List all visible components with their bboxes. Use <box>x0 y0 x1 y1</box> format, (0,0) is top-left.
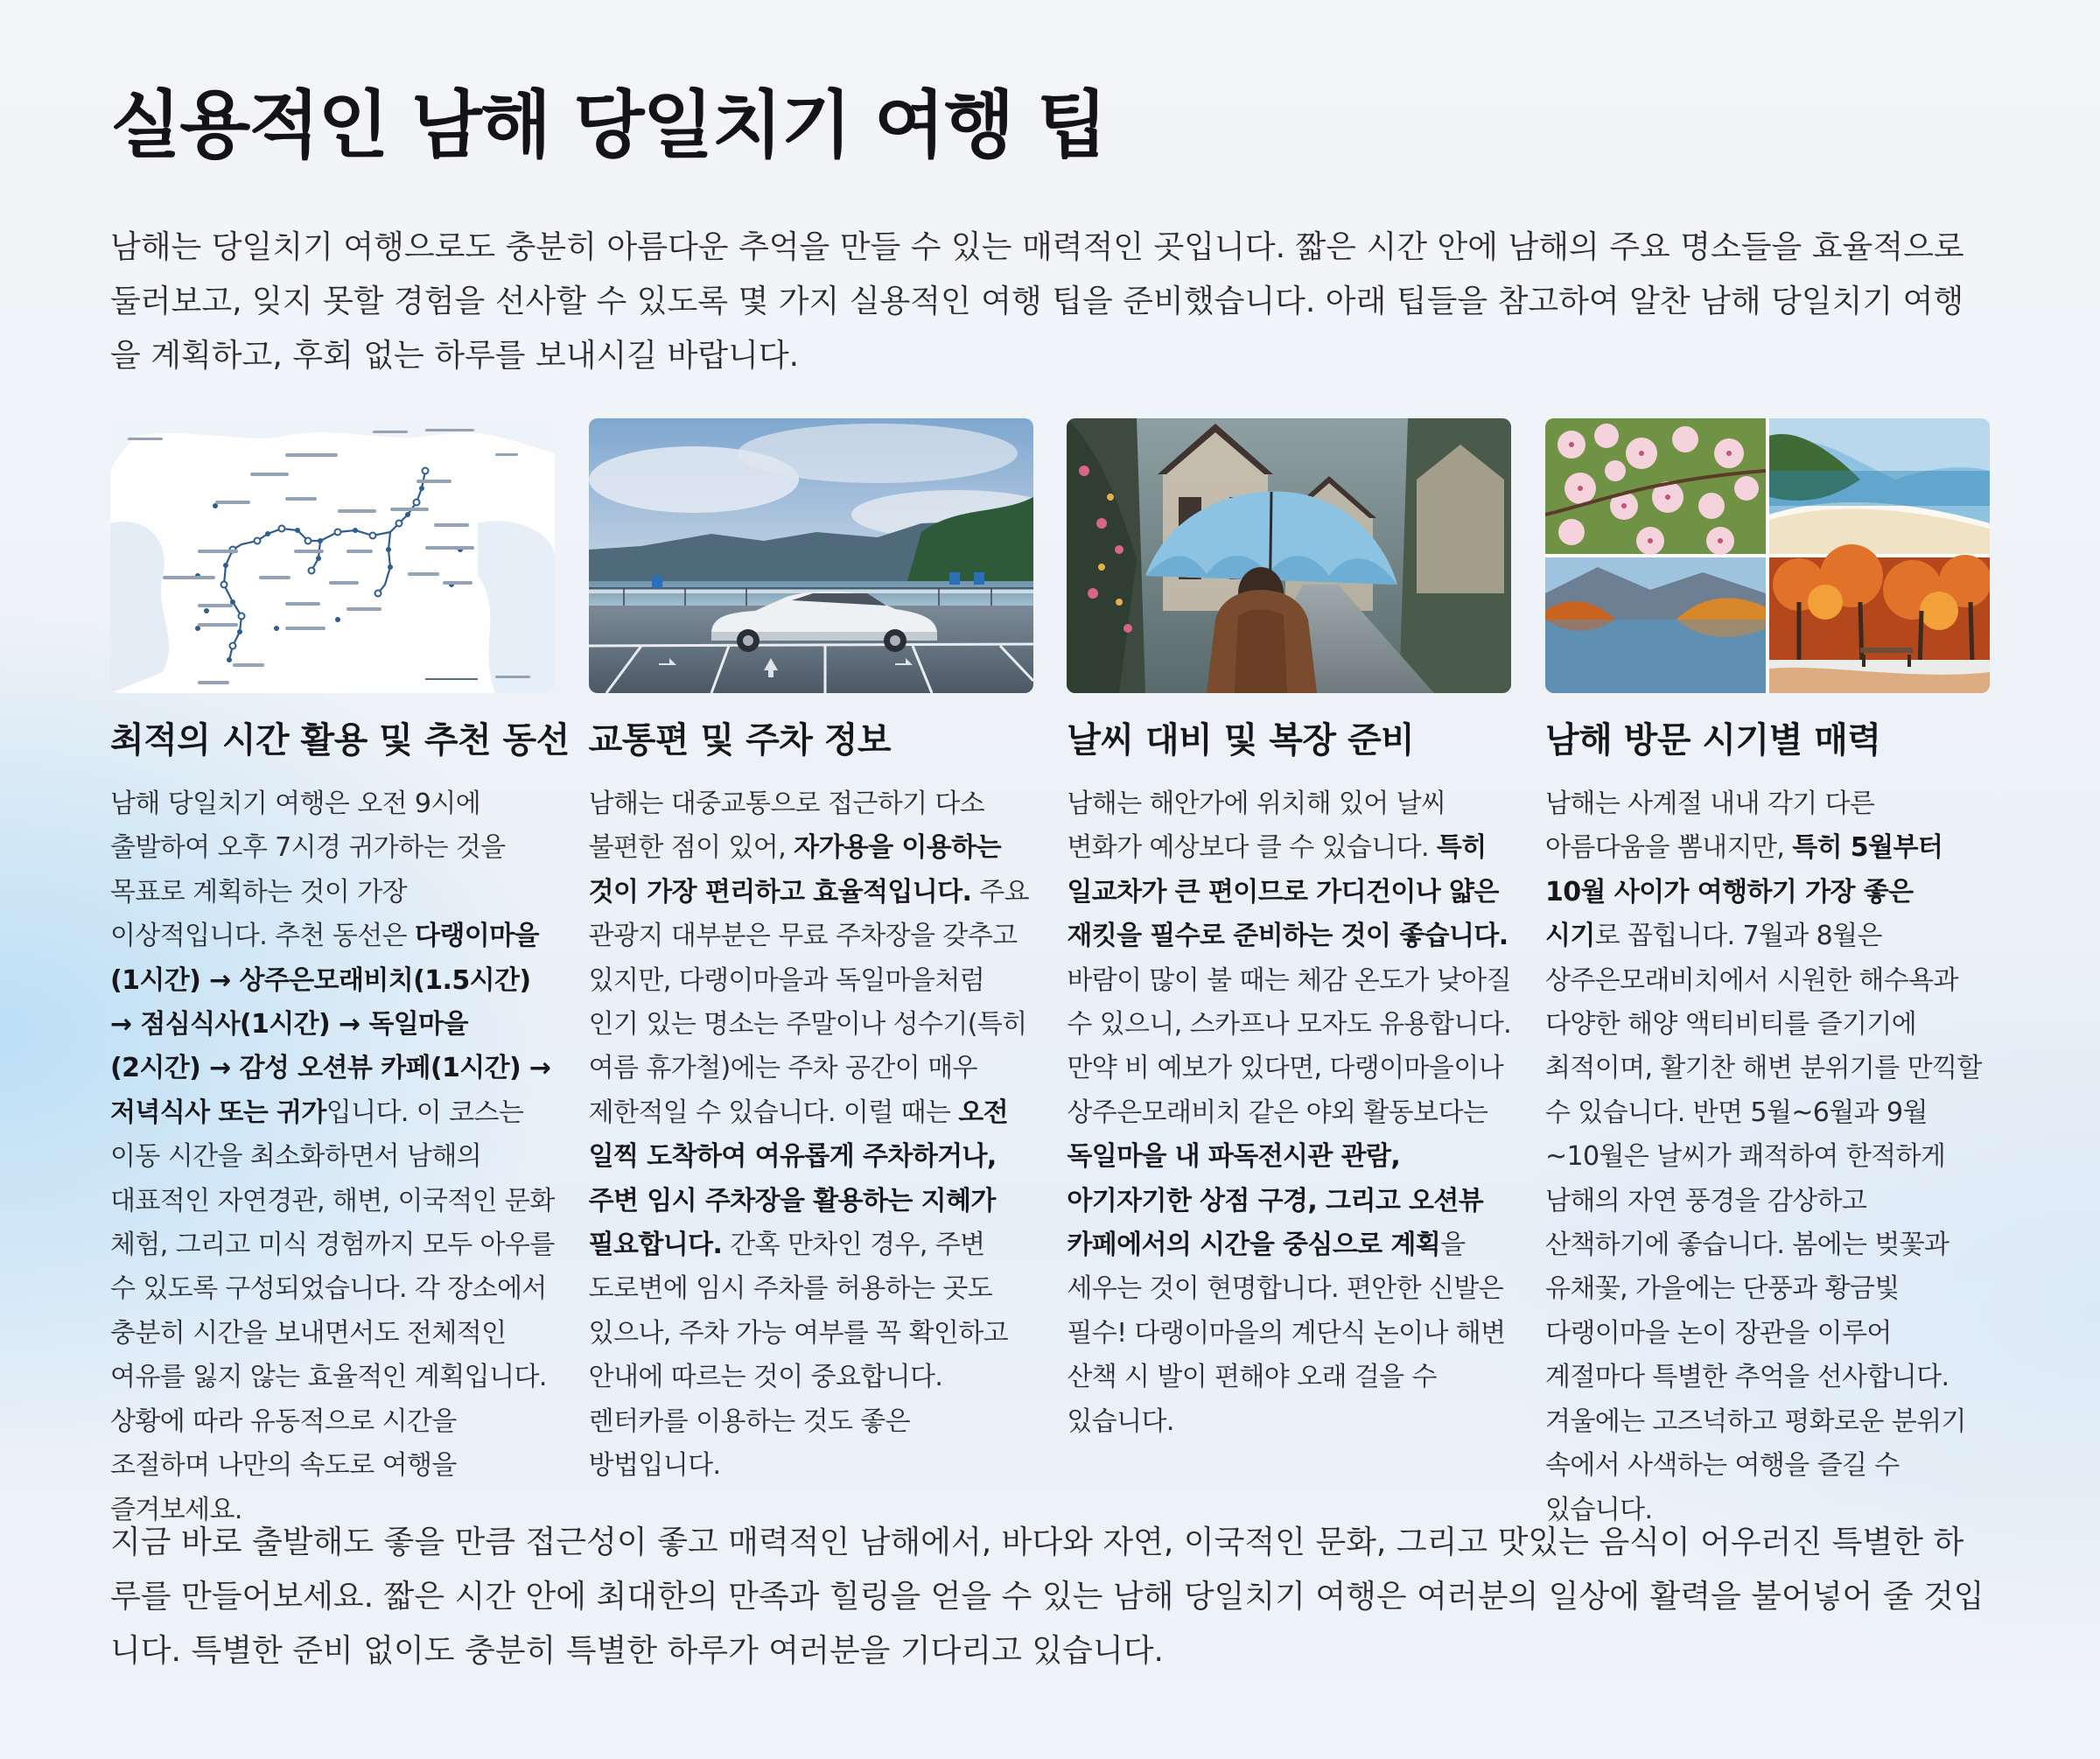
tip-body <box>589 782 1033 1489</box>
tip-heading: 최적의 시간 활용 및 추천 동선 <box>110 720 570 760</box>
tips-cards <box>110 418 1990 1532</box>
emphasis-text: 자가용을 이용하는 것이 가장 편리하고 효율적입니다. <box>588 832 1001 908</box>
emphasis-text: 다랭이마을(1시간) → 상주은모래비치(1.5시간) → 점심식사(1시간) → 독일마을(2시간) → 감성 오션뷰 카페(1시간) → 저녁식사 또는 귀가 <box>110 921 551 1128</box>
emphasis-text: 특히 일교차가 큰 편이므로 가디건이나 얇은 재킷을 필수로 준비하는 것이 좋습니다. <box>1067 832 1508 952</box>
tip-card-transport <box>589 418 1033 1532</box>
tip-card-route <box>110 418 570 1532</box>
emphasis-text: 독일마을 내 파독전시관 관람, 아기자기한 상점 구경, 그리고 오션뷰 카페에서의 시간을 중심으로 계획 <box>1067 1141 1484 1261</box>
page-title: 실용적인 남해 당일치기 여행 팁 <box>110 82 1106 168</box>
four-seasons-collage-image <box>1545 418 1990 693</box>
tip-heading: 교통편 및 주차 정보 <box>588 720 892 760</box>
body-text: 주요 관광지 대부분은 무료 주차장을 갖추고 있지만, 다랭이마을과 독일마을처럼 인기 있는 명소는 주말이나 성수기(특히 여름 휴가철)에는 주차 공간이 매우 제한적일 수 있습니다. 이럴 때는 <box>588 876 1030 1128</box>
body-text: 로 꼽힙니다. 7월과 8월은 상주은모래비치에서 시원한 해수욕과 다양한 해양 액티비티를 즐기기에 최적이며, 활기찬 해변 분위기를 만끽할 수 있습니다. 반면 5월~6월과 9월~10월은 날씨가 쾌적하여 한적하게 남해의 자연 풍경을 감상하고 산책하기에 좋습니다. 봄에는 벚꽃과 유채꽃, 가을에는 단풍과 황금빛 다랭이마을 논이 장관을 이루어 계절마다 특별한 추억을 선사합니다. 겨울에는 고즈넉하고 평화로운 분위기 속에서 사색하는 여행을 즐길 수 있습니다. <box>1544 921 1982 1525</box>
body-text: 간혹 만차인 경우, 주변 도로변에 임시 주차를 허용하는 곳도 있으나, 주차 가능 여부를 꼭 확인하고 안내에 따르는 것이 중요합니다. 렌터카를 이용하는 것도 좋은 방법입니다. <box>588 1230 1008 1482</box>
route-map-image <box>110 418 555 693</box>
outro-paragraph: 지금 바로 출발해도 좋을 만큼 접근성이 좋고 매력적인 남해에서, 바다와 자연, 이국적인 문화, 그리고 맛있는 음식이 어우러진 특별한 하루를 만들어보세요. 짧은 시간 안에 최대한의 만족과 힐링을 얻을 수 있는 남해 당일치기 여행은 여러분의 일상에 활력을 불어넣어 줄 것입니다. 특별한 준비 없이도 충분히 특별한 하루가 여러분을 기다리고 있습니다. <box>110 1524 1984 1669</box>
tip-card-seasons <box>1545 418 1990 1532</box>
tip-body <box>110 782 555 1532</box>
parked-car-image <box>589 418 1033 693</box>
body-text: 남해는 해안가에 위치해 있어 날씨 변화가 예상보다 클 수 있습니다. <box>1067 788 1446 864</box>
tip-body <box>1545 782 1990 1532</box>
body-text: 바람이 많이 불 때는 체감 온도가 낮아질 수 있으니, 스카프나 모자도 유용합니다. 만약 비 예보가 있다면, 다랭이마을이나 상주은모래비치 같은 야외 활동보다는 <box>1067 964 1512 1128</box>
parked-car-photo <box>589 418 1033 693</box>
body-text: 남해 당일치기 여행은 오전 9시에 출발하여 오후 7시경 귀가하는 것을 목표로 계획하는 것이 가장 이상적입니다. 추천 동선은 <box>110 788 506 952</box>
umbrella-street-image <box>1067 418 1511 693</box>
intro-paragraph: 남해는 당일치기 여행으로도 충분히 아름다운 추억을 만들 수 있는 매력적인 곳입니다. 짧은 시간 안에 남해의 주요 명소들을 효율적으로 둘러보고, 잊지 못할 경험을 선사할 수 있도록 몇 가지 실용적인 여행 팁을 준비했습니다. 아래 팁들을 참고하여 알찬 남해 당일치기 여행을 계획하고, 후회 없는 하루를 보내시길 바랍니다. <box>110 229 1964 374</box>
tip-heading: 남해 방문 시기별 매력 <box>1544 720 1881 760</box>
body-text: 남해는 사계절 내내 각기 다른 아름다움을 뽐내지만, <box>1544 788 1875 864</box>
route-map-illustration <box>110 418 555 693</box>
autumn-park-tile <box>1769 544 1990 693</box>
body-text: 입니다. 이 코스는 이동 시간을 최소화하면서 남해의 대표적인 자연경관, 해변, 이국적인 문화 체험, 그리고 미식 경험까지 모두 아우를 수 있도록 구성되었습니다. 각 장소에서 충분히 시간을 보내면서도 전체적인 여유를 잃지 않는 효율적인 계획입니다. 상황에 따라 유동적으로 시간을 조절하며 나만의 속도로 여행을 즐겨보세요. <box>110 1097 555 1525</box>
tip-card-weather <box>1067 418 1511 1532</box>
body-text: 남해는 대중교통으로 접근하기 다소 불편한 점이 있어, <box>588 788 985 864</box>
body-text: 을 세우는 것이 현명합니다. 편안한 신발은 필수! 다랭이마을의 계단식 논이나 해변 산책 시 발이 편해야 오래 걸을 수 있습니다. <box>1067 1230 1506 1437</box>
summer-beach-tile <box>1769 418 1990 554</box>
autumn-lake-tile <box>1545 557 1766 693</box>
emphasis-text: 특히 5월부터 10월 사이가 여행하기 가장 좋은 시기 <box>1544 832 1943 952</box>
four-seasons-collage <box>1545 418 1990 693</box>
tip-heading: 날씨 대비 및 복장 준비 <box>1067 720 1415 760</box>
spring-blossoms-tile <box>1545 418 1766 555</box>
tip-body <box>1067 782 1511 1444</box>
umbrella-street-photo <box>1067 418 1511 693</box>
emphasis-text: 오전 일찍 도착하여 여유롭게 주차하거나, 주변 임시 주차장을 활용하는 지혜가 필요합니다. <box>588 1097 1008 1261</box>
